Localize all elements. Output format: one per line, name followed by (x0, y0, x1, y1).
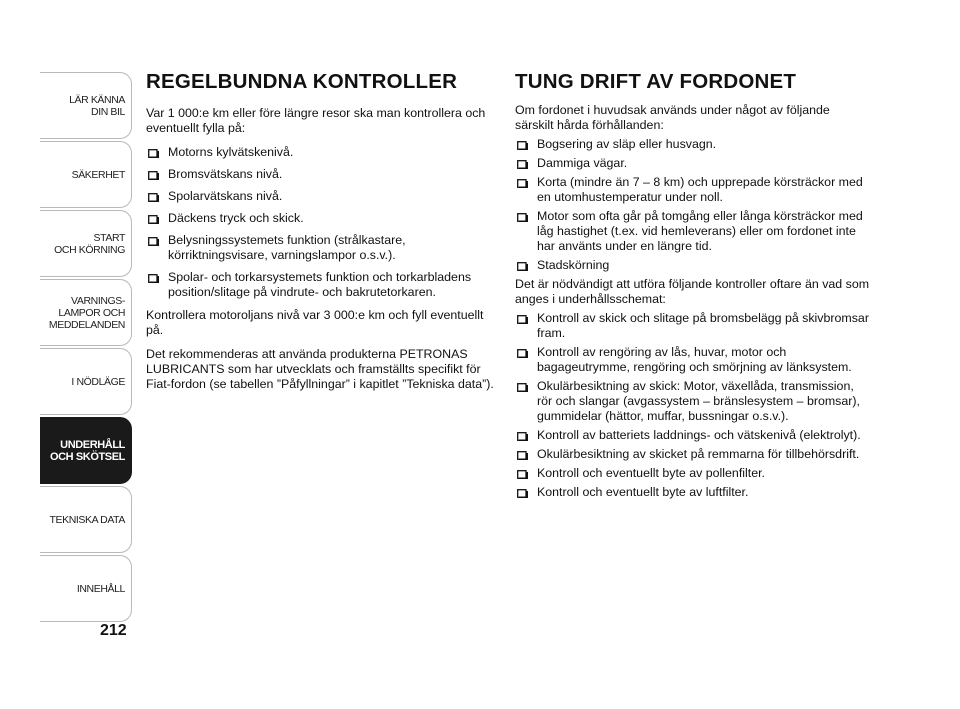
extra-checks-text: Det är nödvändigt att utföra följande kontroller oftare än vad som anges i underhållsschemat: (515, 277, 870, 306)
list-item (146, 211, 496, 226)
checkbox-icon (517, 432, 528, 441)
list-item (515, 156, 870, 171)
tab-lar-kanna-din-bil[interactable]: LÄR KÄNNA DIN BIL (40, 72, 132, 139)
list-item-text: Kontroll och eventuellt byte av luftfilter. (537, 485, 749, 499)
tab-innehall[interactable]: INNEHÅLL (40, 555, 132, 622)
list-item-text: Motor som ofta går på tomgång eller långa körsträckor med låg hastighet (t.ex. vid hemleverans) eller om fordonet inte har använts under en längre tid. (537, 209, 863, 253)
list-item-text: Spolarvätskans nivå. (168, 189, 283, 203)
checkbox-icon (517, 315, 528, 324)
checkbox-icon (517, 451, 528, 460)
tab-varningslampor-och-meddelanden[interactable]: VARNINGS- LAMPOR OCH MEDDELANDEN (40, 279, 132, 346)
list-item-text: Kontroll av batteriets laddnings- och vätskenivå (elektrolyt). (537, 428, 861, 442)
list-item (146, 270, 496, 300)
list-item-text: Bogsering av släp eller husvagn. (537, 137, 717, 151)
list-item-text: Kontroll och eventuellt byte av pollenfilter. (537, 466, 765, 480)
list-item-text: Kontroll av rengöring av lås, huvar, motor och bagageutrymme, rengöring och smörjning av länksystem. (537, 345, 852, 374)
heavy-use-section (515, 70, 870, 504)
list-item-text: Okulärbesiktning av skicket på remmarna för tillbehörsdrift. (537, 447, 860, 461)
list-item (515, 345, 870, 375)
list-item (515, 137, 870, 152)
list-item (515, 258, 870, 273)
list-item-text: Däckens tryck och skick. (168, 211, 304, 225)
tab-start-och-korning[interactable]: START OCH KÖRNING (40, 210, 132, 277)
checkbox-icon (517, 262, 528, 271)
tab-tekniska-data[interactable]: TEKNISKA DATA (40, 486, 132, 553)
regular-checks-section (146, 70, 496, 401)
list-item (515, 428, 870, 443)
list-item-text: Belysningssystemets funktion (strålkastare, körriktningsvisare, varningslampor o.s.v.). (168, 233, 406, 262)
conditions-list (515, 137, 870, 273)
intro-text: Om fordonet i huvudsak används under något av följande särskilt hårda förhållanden: (515, 103, 830, 132)
list-item (146, 145, 496, 160)
checkbox-icon (517, 141, 528, 150)
list-item-text: Dammiga vägar. (537, 156, 628, 170)
list-item (515, 466, 870, 481)
list-item-text: Korta (mindre än 7 – 8 km) och upprepade körsträckor med en utomhustemperatur under noll. (537, 175, 863, 204)
checkbox-icon (517, 349, 528, 358)
checkbox-icon (148, 149, 159, 158)
checkbox-icon (517, 383, 528, 392)
checkbox-icon (517, 489, 528, 498)
list-item-text: Spolar- och torkarsystemets funktion och torkarbladens position/slitage på vindrute- och bakrutetorkaren. (168, 270, 472, 299)
page-number: 212 (100, 622, 127, 639)
checkbox-icon (517, 213, 528, 222)
list-item (515, 311, 870, 341)
tab-underhall-och-skotsel[interactable]: UNDERHÅLL OCH SKÖTSEL (40, 417, 132, 484)
checkbox-icon (148, 237, 159, 246)
check-list (146, 145, 496, 300)
tab-sakerhet[interactable]: SÄKERHET (40, 141, 132, 208)
list-item (515, 379, 870, 424)
recommendation-text: Det rekommenderas att använda produkterna PETRONAS LUBRICANTS som har utvecklats och framställts specifikt för Fiat-fordon (se tabellen ”Påfyllningar” i kapitlet ”Tekniska data”). (146, 347, 494, 391)
checkbox-icon (148, 193, 159, 202)
section-title: REGELBUNDNA KONTROLLER (146, 70, 458, 93)
checkbox-icon (148, 171, 159, 180)
tab-i-nodlage[interactable]: I NÖDLÄGE (40, 348, 132, 415)
list-item-text: Kontroll av skick och slitage på bromsbelägg på skivbromsar fram. (537, 311, 869, 340)
list-item-text: Okulärbesiktning av skick: Motor, växellåda, transmission, rör och slangar (avgassystem – bränslesystem – bromsar), gummidelar (hättor, muffar, bussningar o.s.v.). (537, 379, 860, 423)
checkbox-icon (148, 274, 159, 283)
list-item (146, 189, 496, 204)
list-item (515, 209, 870, 254)
oil-level-text: Kontrollera motoroljans nivå var 3 000:e km och fyll eventuellt på. (146, 308, 484, 337)
list-item (515, 485, 870, 500)
list-item (146, 233, 496, 263)
checkbox-icon (517, 470, 528, 479)
extra-checks-list (515, 311, 870, 500)
list-item (515, 175, 870, 205)
list-item (146, 167, 496, 182)
intro-text: Var 1 000:e km eller före längre resor ska man kontrollera och eventuellt fylla på: (146, 106, 486, 135)
checkbox-icon (148, 215, 159, 224)
checkbox-icon (517, 179, 528, 188)
chapter-sidebar (40, 72, 132, 624)
list-item-text: Stadskörning (537, 258, 610, 272)
list-item (515, 447, 870, 462)
section-title: TUNG DRIFT AV FORDONET (515, 70, 797, 93)
list-item-text: Motorns kylvätskenivå. (168, 145, 294, 159)
list-item-text: Bromsvätskans nivå. (168, 167, 283, 181)
checkbox-icon (517, 160, 528, 169)
